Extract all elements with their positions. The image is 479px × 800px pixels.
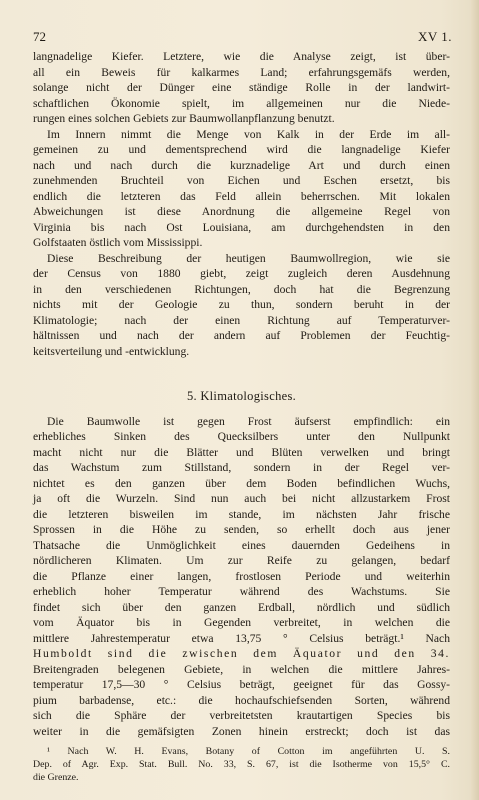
- text-line: die letzteren bisweilen im stande, im nächsten Jahr frische: [33, 507, 450, 521]
- text-line: gemeinen zu und dementsprechend wird die langnadelige Kiefer: [33, 143, 450, 156]
- text-line: schaftlichen Ökonomie spielt, im allgemeinen nur die Niede-: [33, 96, 450, 110]
- paragraph-2: [33, 127, 450, 251]
- text-line: Virginia bis nach Ost Louisiana, am durchgehendsten in den: [33, 220, 450, 234]
- text-line: erhebliches Sinken des Quecksilbers unter den Nullpunkt: [33, 430, 450, 443]
- paragraph-4: [33, 414, 450, 740]
- running-header: [33, 29, 452, 45]
- text-line: nichts mit der Geologie zu thun, sondern beruht in der: [33, 298, 450, 311]
- text-line: sich die Sphäre der verbreitetsten krautartigen Species bis: [33, 709, 450, 722]
- section-heading: 5. Klimatologisches.: [186, 389, 297, 403]
- text-line: das Wachstum zum Stillstand, sondern in der Regel ver-: [33, 461, 450, 474]
- text-line: langnadelige Kiefer. Letztere, wie die Analyse zeigt, ist über-: [33, 50, 450, 63]
- text-line: weiter in die gemäfsigten Zonen hinein erstreckt; doch ist das: [33, 724, 450, 738]
- footnote: [33, 745, 450, 784]
- text-line: Im Innern nimmt die Menge von Kalk in der Erde im all-: [47, 127, 450, 141]
- page-body: [33, 49, 450, 784]
- text-line: solange nicht der Dünger eine ständige Rolle in der landwirt-: [33, 81, 450, 94]
- text-line: Breitengraden belegenen Gebiete, in welchen die mittlere Jahres-: [33, 662, 450, 676]
- text-line: Humboldt sind die zwischen dem Äquator und den 34.: [33, 647, 450, 660]
- text-line: pium barbadense, etc.: die hochaufschiefsenden Sorten, während: [33, 693, 450, 707]
- text-line: hältnissen und nach der andern auf Problemen der Feuchtig-: [33, 329, 450, 342]
- chapter-number: XV 1.: [417, 29, 452, 44]
- text-line: keitsverteilung und -entwicklung.: [33, 344, 190, 358]
- text-line: Thatsache die Unmöglichkeit eines dauernden Gedeihens in: [33, 538, 450, 552]
- text-line: endlich die letzteren das Feld allein beherrschen. Mit lokalen: [33, 189, 450, 203]
- text-line: rungen eines solchen Gebiets zur Baumwollanpflanzung benutzt.: [33, 112, 335, 125]
- text-line: die Pflanze einer langen, frostlosen Periode und weiterhin: [33, 569, 450, 583]
- text-line: ja oft die Wurzeln. Sind nun auch bei nicht allzustarkem Frost: [33, 492, 450, 505]
- page-number: 72: [33, 29, 46, 44]
- text-line: zunehmenden Bruchteil von Eichen und Eschen ersetzt, bis: [33, 174, 450, 187]
- text-line: macht nicht nur die Blätter und Blüten verwelken und bringt: [33, 445, 450, 459]
- text-line: findet sich über den ganzen Erdball, nördlich und südlich: [33, 600, 450, 614]
- page-edge: [471, 0, 479, 800]
- text-line: Klimatologie; nach der einen Richtung auf Temperaturver-: [33, 313, 450, 327]
- footnote-line: ¹ Nach W. H. Evans, Botany of Cotton im angeführten U. S.: [47, 746, 450, 757]
- text-line: Die Baumwolle ist gegen Frost äufserst empfindlich: ein: [47, 414, 450, 428]
- text-line: all ein Beweis für kalkarmes Land; erfahrungsgemäfs werden,: [33, 65, 450, 79]
- text-line: Sprossen in die Höhe zu senden, so erhellt doch aus jener: [33, 523, 450, 536]
- footnote-line: die Grenze.: [33, 772, 79, 783]
- text-line: erheblich hoher Temperatur während des Wachstums. Sie: [33, 585, 450, 598]
- text-line: nördlicheren Klimaten. Um zur Reife zu gelangen, bedarf: [33, 554, 450, 567]
- paragraph-1: [33, 49, 450, 127]
- footnote-line: Dep. of Agr. Exp. Stat. Bull. No. 33, S. 67, ist die Isotherme von 15,5° C.: [33, 759, 450, 770]
- text-line: in den verschiedenen Richtungen, doch hat die Begrenzung: [33, 282, 450, 296]
- paragraph-3: [33, 251, 450, 360]
- text-line: vom Äquator bis in Gegenden verbreitet, in welchen die: [33, 616, 450, 629]
- text-line: Abweichungen ist diese Anordnung die allgemeine Regel von: [33, 205, 450, 218]
- text-line: der Census von 1880 giebt, zeigt zugleich deren Ausdehnung: [33, 267, 450, 280]
- text-line: Diese Beschreibung der heutigen Baumwollregion, wie sie: [47, 251, 450, 265]
- text-line: Golfstaaten östlich vom Mississippi.: [33, 236, 203, 249]
- text-line: temperatur 17,5—30 ° Celsius beträgt, geeignet für das Gossy-: [33, 678, 450, 691]
- text-line: nichtet es den ganzen über dem Boden befindlichen Wuchs,: [33, 476, 450, 490]
- text-line: nach und nach durch die kurznadelige Art und durch einen: [33, 158, 450, 172]
- text-line: mittlere Jahrestemperatur etwa 13,75 ° Celsius beträgt.¹ Nach: [33, 631, 450, 645]
